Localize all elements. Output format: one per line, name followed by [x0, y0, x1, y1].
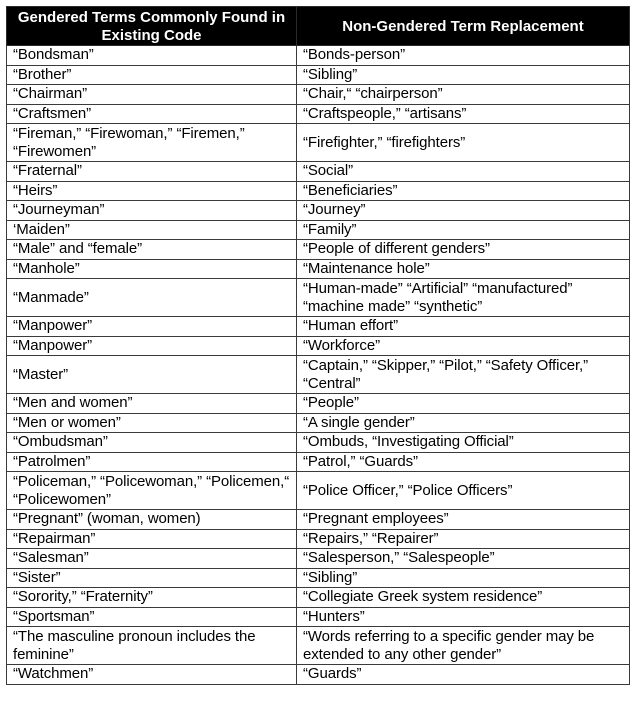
replacement-term-cell: “Firefighter,” “firefighters”: [297, 124, 630, 162]
table-row: [7, 336, 630, 356]
gendered-term-cell: “Heirs”: [7, 181, 297, 201]
replacement-term-cell: “Patrol,” “Guards”: [297, 452, 630, 472]
table-row: [7, 356, 630, 394]
gendered-term-cell: “Bondsman”: [7, 46, 297, 66]
replacement-term-cell: “Human effort”: [297, 317, 630, 337]
gendered-term-cell: “Manpower”: [7, 336, 297, 356]
table-row: [7, 104, 630, 124]
gendered-term-cell: “Manmade”: [7, 279, 297, 317]
gendered-term-cell: “Ombudsman”: [7, 433, 297, 453]
replacement-term-cell: “Bonds-person”: [297, 46, 630, 66]
replacement-term-cell: “Hunters”: [297, 607, 630, 627]
replacement-term-cell: “Chair,“ “chairperson”: [297, 85, 630, 105]
table-row: [7, 85, 630, 105]
table-row: [7, 46, 630, 66]
table-row: [7, 529, 630, 549]
replacement-term-cell: “Social”: [297, 162, 630, 182]
replacement-term-cell: “Journey”: [297, 201, 630, 221]
gendered-term-cell: “Repairman”: [7, 529, 297, 549]
table-row: [7, 124, 630, 162]
table-row: [7, 472, 630, 510]
table-row: [7, 452, 630, 472]
table-row: [7, 162, 630, 182]
gendered-term-cell: “Craftsmen”: [7, 104, 297, 124]
gendered-term-cell: “Journeyman”: [7, 201, 297, 221]
replacement-term-cell: “Salesperson,” “Salespeople”: [297, 549, 630, 569]
gendered-term-cell: “Watchmen”: [7, 665, 297, 685]
gendered-term-cell: “Manpower”: [7, 317, 297, 337]
table-row: [7, 627, 630, 665]
gendered-term-cell: “Sister”: [7, 568, 297, 588]
replacement-term-cell: “Beneficiaries”: [297, 181, 630, 201]
replacement-term-cell: “Pregnant employees”: [297, 510, 630, 530]
gendered-term-cell: “Men and women”: [7, 394, 297, 414]
replacement-term-cell: “Workforce”: [297, 336, 630, 356]
replacement-term-cell: “Family”: [297, 220, 630, 240]
table-row: [7, 259, 630, 279]
replacement-term-cell: “Craftspeople,” “artisans”: [297, 104, 630, 124]
column-header-replacement: Non-Gendered Term Replacement: [297, 7, 630, 46]
replacement-term-cell: “Guards”: [297, 665, 630, 685]
replacement-term-cell: “People”: [297, 394, 630, 414]
table-row: [7, 65, 630, 85]
table-header-row: [7, 7, 630, 46]
gendered-term-cell: ‘Maiden”: [7, 220, 297, 240]
replacement-term-cell: “People of different genders”: [297, 240, 630, 260]
table-row: [7, 588, 630, 608]
gendered-term-cell: “Men or women”: [7, 413, 297, 433]
replacement-term-cell: “Repairs,” “Repairer”: [297, 529, 630, 549]
table-row: [7, 240, 630, 260]
gendered-term-cell: “Fraternal”: [7, 162, 297, 182]
table-row: [7, 279, 630, 317]
table-row: [7, 607, 630, 627]
replacement-term-cell: “Captain,” “Skipper,” “Pilot,” “Safety Officer,” “Central”: [297, 356, 630, 394]
table-row: [7, 220, 630, 240]
table-row: [7, 201, 630, 221]
replacement-term-cell: “Human-made” “Artificial” “manufactured” “machine made” “synthetic”: [297, 279, 630, 317]
gendered-term-cell: “Male” and “female”: [7, 240, 297, 260]
gendered-term-cell: “Pregnant” (woman, women): [7, 510, 297, 530]
gendered-term-cell: “Salesman”: [7, 549, 297, 569]
table-row: [7, 181, 630, 201]
gendered-term-cell: “Sportsman”: [7, 607, 297, 627]
table-row: [7, 510, 630, 530]
gendered-term-cell: “The masculine pronoun includes the feminine”: [7, 627, 297, 665]
table-row: [7, 433, 630, 453]
table-row: [7, 665, 630, 685]
gendered-term-cell: “Brother”: [7, 65, 297, 85]
table-row: [7, 413, 630, 433]
replacement-term-cell: “A single gender”: [297, 413, 630, 433]
replacement-term-cell: “Words referring to a specific gender may be extended to any other gender”: [297, 627, 630, 665]
gendered-terms-table: [6, 6, 630, 685]
gendered-term-cell: “Patrolmen”: [7, 452, 297, 472]
gendered-term-cell: “Fireman,” “Firewoman,” “Firemen,” “Firewomen”: [7, 124, 297, 162]
gendered-term-cell: “Policeman,” “Policewoman,” “Policemen,“ “Policewomen”: [7, 472, 297, 510]
replacement-term-cell: “Ombuds, “Investigating Official”: [297, 433, 630, 453]
replacement-term-cell: “Police Officer,” “Police Officers”: [297, 472, 630, 510]
table-row: [7, 568, 630, 588]
replacement-term-cell: “Sibling”: [297, 568, 630, 588]
gendered-term-cell: “Manhole”: [7, 259, 297, 279]
table-row: [7, 549, 630, 569]
column-header-gendered-terms: Gendered Terms Commonly Found in Existing Code: [7, 7, 297, 46]
gendered-term-cell: “Sorority,” “Fraternity”: [7, 588, 297, 608]
table-row: [7, 394, 630, 414]
replacement-term-cell: “Maintenance hole”: [297, 259, 630, 279]
gendered-term-cell: “Chairman”: [7, 85, 297, 105]
replacement-term-cell: “Sibling”: [297, 65, 630, 85]
gendered-term-cell: “Master”: [7, 356, 297, 394]
table-row: [7, 317, 630, 337]
replacement-term-cell: “Collegiate Greek system residence”: [297, 588, 630, 608]
